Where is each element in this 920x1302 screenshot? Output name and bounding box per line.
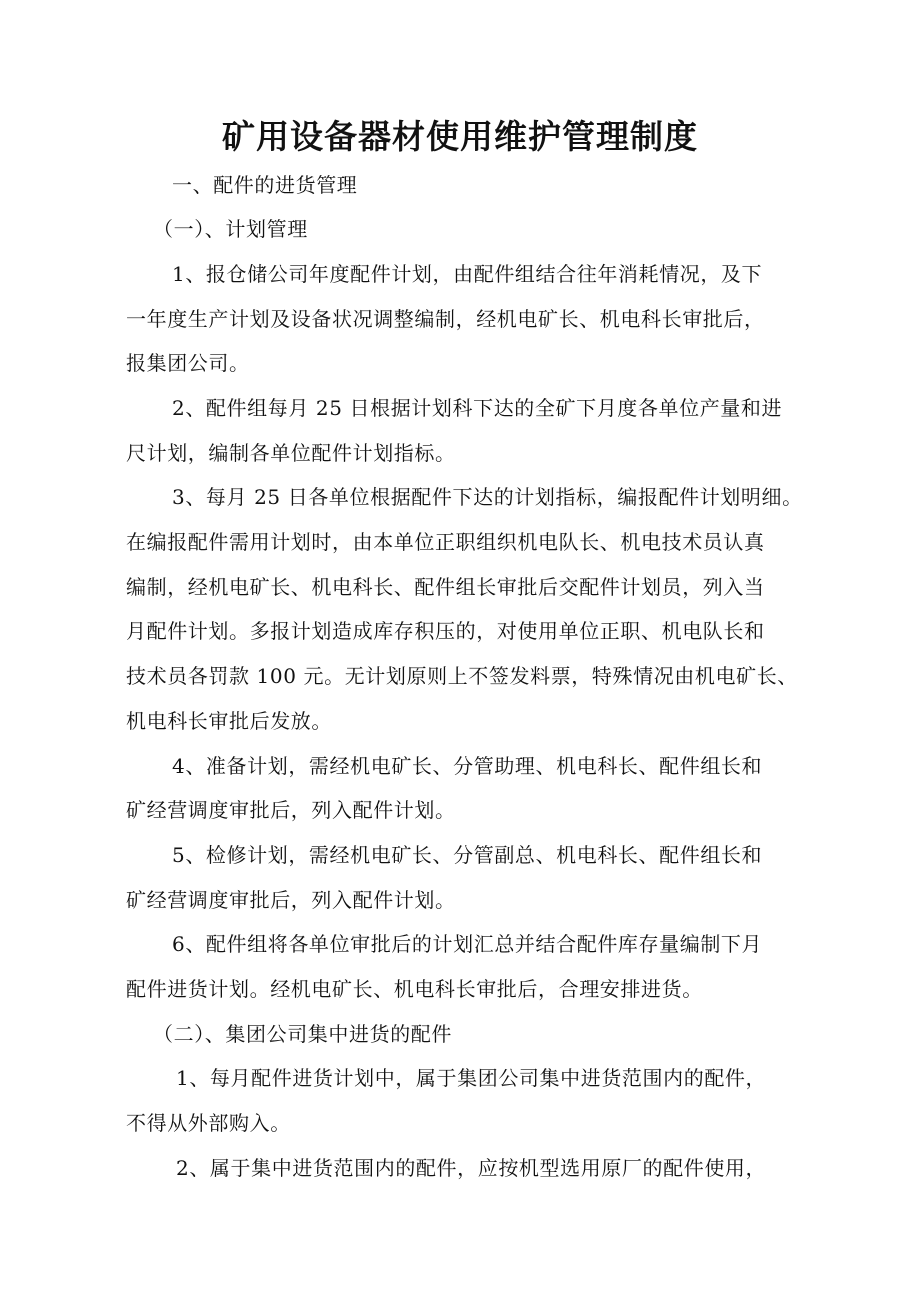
paragraph-line: 尺计划，编制各单位配件计划指标。 bbox=[126, 441, 456, 465]
subsection-heading: （一）、计划管理 bbox=[153, 217, 308, 241]
paragraph-line: 不得从外部购入。 bbox=[126, 1111, 291, 1135]
paragraph-line: 3、每月 25 日各单位根据配件下达的计划指标，编报配件计划明细。 bbox=[172, 485, 803, 509]
paragraph-line: 1、报仓储公司年度配件计划，由配件组结合往年消耗情况，及下 bbox=[172, 262, 763, 286]
subsection-heading: （二）、集团公司集中进货的配件 bbox=[153, 1022, 452, 1046]
paragraph-line: 2、属于集中进货范围内的配件，应按机型选用原厂的配件使用， bbox=[176, 1156, 767, 1180]
paragraph-line: 一年度生产计划及设备状况调整编制，经机电矿长、机电科长审批后， bbox=[126, 307, 765, 331]
paragraph-line: 配件进货计划。经机电矿长、机电科长审批后，合理安排进货。 bbox=[126, 977, 703, 1001]
paragraph-line: 报集团公司。 bbox=[126, 351, 250, 375]
paragraph-line: 在编报配件需用计划时，由本单位正职组织机电队长、机电技术员认真 bbox=[126, 530, 765, 554]
paragraph-line: 矿经营调度审批后，列入配件计划。 bbox=[126, 888, 456, 912]
paragraph-line: 矿经营调度审批后，列入配件计划。 bbox=[126, 798, 456, 822]
paragraph-line: 编制，经机电矿长、机电科长、配件组长审批后交配件计划员，列入当 bbox=[126, 575, 765, 599]
paragraph-line: 技术员各罚款 100 元。无计划原则上不签发料票，特殊情况由机电矿长、 bbox=[126, 664, 798, 688]
paragraph-line: 5、检修计划，需经机电矿长、分管副总、机电科长、配件组长和 bbox=[172, 843, 763, 867]
paragraph-line: 6、配件组将各单位审批后的计划汇总并结合配件库存量编制下月 bbox=[172, 932, 763, 956]
paragraph-line: 月配件计划。多报计划造成库存积压的，对使用单位正职、机电队长和 bbox=[126, 619, 765, 643]
paragraph-line: 机电科长审批后发放。 bbox=[126, 709, 332, 733]
document-title: 矿用设备器材使用维护管理制度 bbox=[222, 117, 698, 156]
section-heading: 一、配件的进货管理 bbox=[172, 173, 358, 197]
paragraph-line: 2、配件组每月 25 日根据计划科下达的全矿下月度各单位产量和进 bbox=[172, 396, 783, 420]
paragraph-line: 4、准备计划，需经机电矿长、分管助理、机电科长、配件组长和 bbox=[172, 754, 763, 778]
paragraph-line: 1、每月配件进货计划中，属于集团公司集中进货范围内的配件， bbox=[176, 1066, 767, 1090]
